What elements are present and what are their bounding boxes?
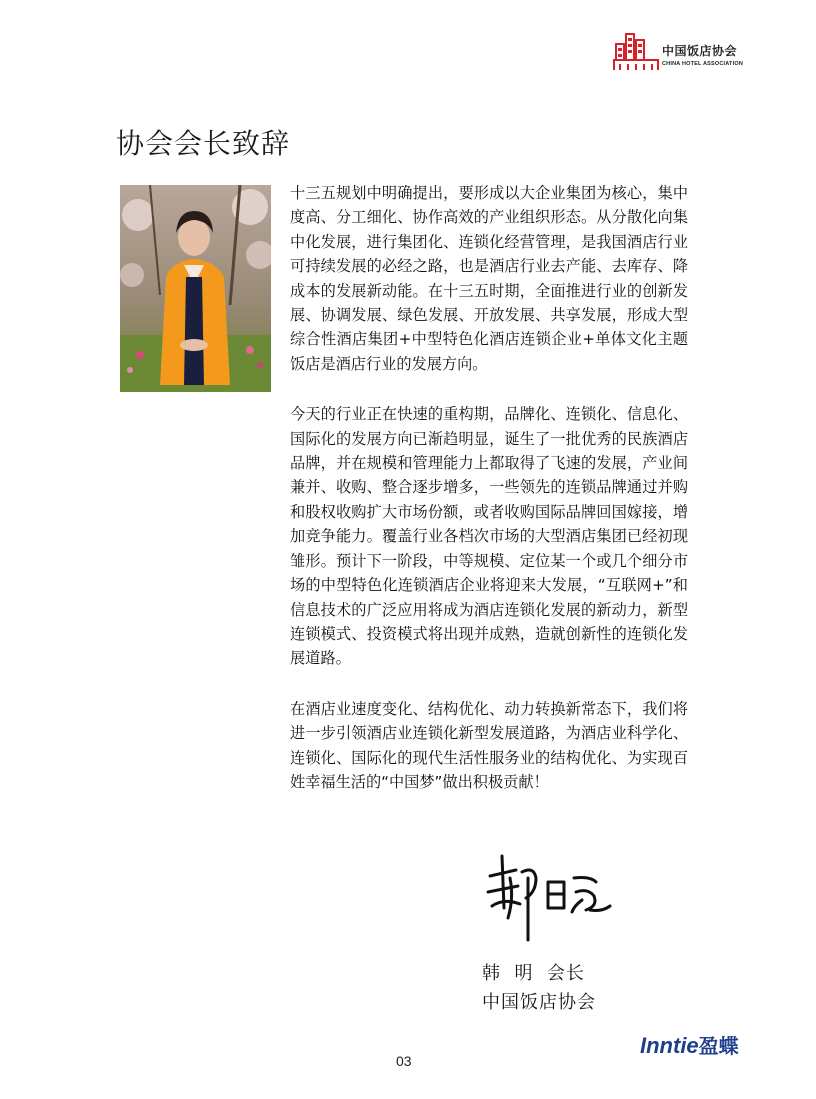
signature-icon	[478, 848, 618, 948]
handwritten-signature	[478, 848, 618, 948]
paragraph: 在酒店业速度变化、结构优化、动力转换新常态下，我们将进一步引领酒店业连锁化新型发展道路，为酒店业科学化、连锁化、国际化的现代生活性服务业的结构优化、为实现百姓幸福生活的“中国梦”做出积极贡献！	[290, 699, 688, 791]
page-title: 协会会长致辞	[116, 127, 291, 160]
signatory-organization: 中国饭店协会	[482, 992, 596, 1013]
logo-chinese-name: 中国饭店协会	[662, 44, 738, 58]
brand-chinese: 盈蝶	[698, 1034, 739, 1058]
logo-emblem-icon	[612, 30, 660, 74]
signatory-name: 韩 明 会长	[482, 963, 585, 984]
portrait-photo	[120, 185, 271, 392]
paragraph: 今天的行业正在快速的重构期，品牌化、连锁化、信息化、国际化的发展方向已渐趋明显，诞生了一批优秀的民族酒店品牌，并在规模和管理能力上都取得了飞速的发展，产业间兼并、收购、整合逐步增多，一些领先的连锁品牌通过并购和股权收购扩大市场份额，或者收购国际品牌回国嫁接，增加竞争能力。覆盖行业各档次市场的大型酒店集团已经初现雏形。预计下一阶段，中等规模、定位某一个或几个细分市场的中型特色化连锁酒店企业将迎来大发展，“互联网+”和信息技术的广泛应用将成为酒店连锁化发展的新动力，新型连锁模式、投资模式将出现并成熟，造就创新性的连锁化发展道路。	[290, 405, 688, 668]
speech-body	[290, 181, 688, 820]
inntie-brand-logo	[640, 1030, 739, 1059]
china-hotel-association-logo	[612, 30, 762, 74]
brand-english: Inntie	[640, 1033, 699, 1058]
paragraph: 十三五规划中明确提出，要形成以大企业集团为核心，集中度高、分工细化、协作高效的产业组织形态。从分散化向集中化发展，进行集团化、连锁化经营管理，是我国酒店行业可持续发展的必经之路，也是酒店行业去产能、去库存、降成本的发展新动能。在十三五时期，全面推进行业的创新发展、协调发展、绿色发展、开放发展、共享发展，形成大型综合性酒店集团+中型特色化酒店连锁企业+单体文化主题饭店是酒店行业的发展方向。	[290, 184, 688, 373]
portrait-icon	[120, 185, 271, 392]
logo-english-name: CHINA HOTEL ASSOCIATION	[662, 61, 743, 67]
page-number: 03	[396, 1053, 412, 1069]
